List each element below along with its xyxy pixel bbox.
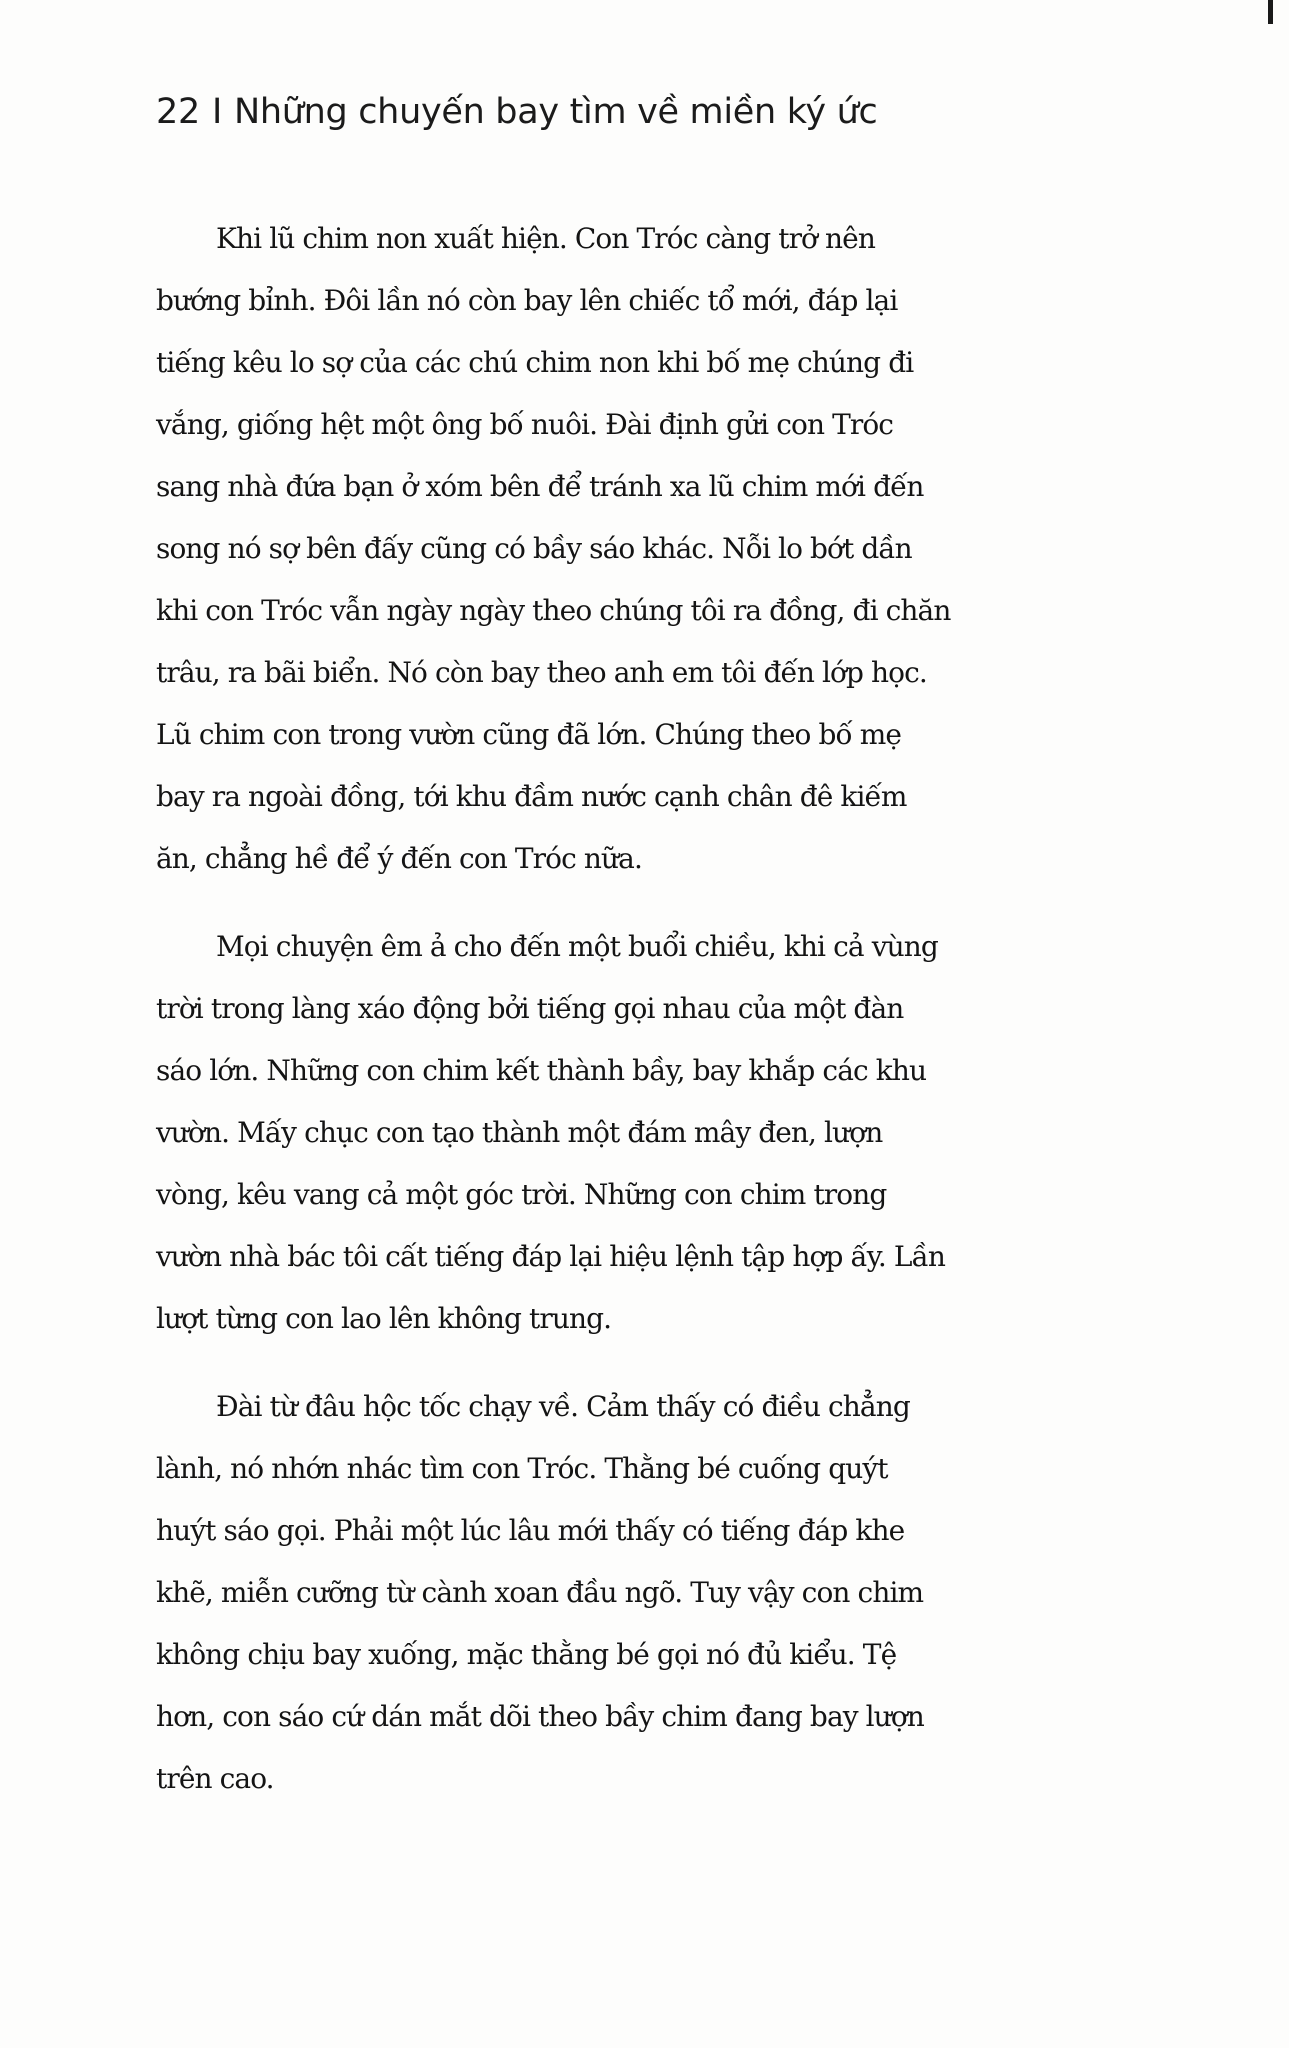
paragraph xyxy=(156,916,1156,1350)
text-line: bướng bỉnh. Đôi lần nó còn bay lên chiếc tổ mới, đáp lại xyxy=(156,284,898,317)
text-line: khi con Tróc vẫn ngày ngày theo chúng tôi ra đồng, đi chăn xyxy=(156,594,951,627)
text-line: vắng, giống hệt một ông bố nuôi. Đài định gửi con Tróc xyxy=(156,408,894,441)
text-line: Đài từ đâu hộc tốc chạy về. Cảm thấy có điều chẳng xyxy=(216,1390,910,1423)
text-line: không chịu bay xuống, mặc thằng bé gọi nó đủ kiểu. Tệ xyxy=(156,1638,897,1671)
text-line: hơn, con sáo cứ dán mắt dõi theo bầy chim đang bay lượn xyxy=(156,1700,924,1733)
text-line: vườn nhà bác tôi cất tiếng đáp lại hiệu lệnh tập hợp ấy. Lần xyxy=(156,1240,946,1273)
text-line: bay ra ngoài đồng, tới khu đầm nước cạnh chân đê kiếm xyxy=(156,780,907,813)
text-line: trâu, ra bãi biển. Nó còn bay theo anh em tôi đến lớp học. xyxy=(156,656,927,689)
text-line: Mọi chuyện êm ả cho đến một buổi chiều, khi cả vùng xyxy=(216,930,938,963)
page-number: 22 xyxy=(156,92,200,132)
text-line: vòng, kêu vang cả một góc trời. Những con chim trong xyxy=(156,1178,887,1211)
header-separator: I xyxy=(211,92,222,132)
text-line: sáo lớn. Những con chim kết thành bầy, bay khắp các khu xyxy=(156,1054,927,1087)
text-line: song nó sợ bên đấy cũng có bầy sáo khác. Nỗi lo bớt dần xyxy=(156,532,912,565)
text-line: ăn, chẳng hề để ý đến con Tróc nữa. xyxy=(156,842,642,875)
text-line: vườn. Mấy chục con tạo thành một đám mây đen, lượn xyxy=(156,1116,883,1149)
text-line: sang nhà đứa bạn ở xóm bên để tránh xa lũ chim mới đến xyxy=(156,470,924,503)
text-line: lượt từng con lao lên không trung. xyxy=(156,1302,612,1335)
text-line: trời trong làng xáo động bởi tiếng gọi nhau của một đàn xyxy=(156,992,904,1025)
paragraph xyxy=(156,1376,1156,1810)
text-line: Khi lũ chim non xuất hiện. Con Tróc càng trở nên xyxy=(216,222,875,255)
text-line: tiếng kêu lo sợ của các chú chim non khi bố mẹ chúng đi xyxy=(156,346,914,379)
running-header xyxy=(156,92,878,132)
text-line: khẽ, miễn cưỡng từ cành xoan đầu ngõ. Tuy vậy con chim xyxy=(156,1576,924,1609)
text-line: Lũ chim con trong vườn cũng đã lớn. Chúng theo bố mẹ xyxy=(156,718,902,751)
paragraph xyxy=(156,208,1156,890)
book-title: Những chuyến bay tìm về miền ký ức xyxy=(233,92,878,132)
text-line: lành, nó nhớn nhác tìm con Tróc. Thằng bé cuống quýt xyxy=(156,1452,888,1485)
text-line: huýt sáo gọi. Phải một lúc lâu mới thấy có tiếng đáp khe xyxy=(156,1514,905,1547)
text-line: trên cao. xyxy=(156,1762,274,1795)
body-text xyxy=(156,208,1156,1810)
page-edge-mark xyxy=(1268,0,1273,24)
